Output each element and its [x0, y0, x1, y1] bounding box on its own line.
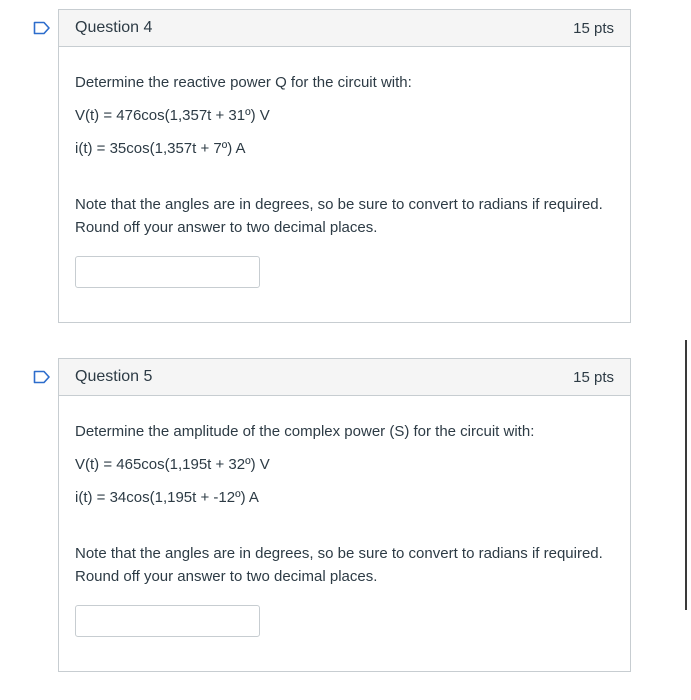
- note-line-2: Round off your answer to two decimal places.: [75, 568, 378, 585]
- question-5-card: [58, 358, 631, 672]
- question-prompt: Determine the reactive power Q for the circuit with:: [75, 74, 412, 91]
- note-line-1: Note that the angles are in degrees, so be sure to convert to radians if required.: [75, 545, 603, 562]
- question-note: [75, 542, 614, 588]
- question-header: [59, 359, 630, 396]
- question-title: Question 4: [75, 19, 153, 36]
- note-line-2: Round off your answer to two decimal places.: [75, 219, 378, 236]
- note-line-1: Note that the angles are in degrees, so be sure to convert to radians if required.: [75, 196, 603, 213]
- question-prompt: Determine the amplitude of the complex power (S) for the circuit with:: [75, 423, 535, 440]
- question-note: [75, 193, 614, 239]
- question-body: [59, 47, 630, 312]
- scrollbar[interactable]: [685, 340, 687, 610]
- question-body: [59, 396, 630, 661]
- voltage-equation: V(t) = 476cos(1,357t + 31º) V: [75, 107, 270, 124]
- answer-input[interactable]: [75, 256, 260, 288]
- flag-question-icon[interactable]: [33, 21, 51, 35]
- answer-input[interactable]: [75, 605, 260, 637]
- flag-question-icon[interactable]: [33, 370, 51, 384]
- question-title: Question 5: [75, 368, 153, 385]
- current-equation: i(t) = 35cos(1,357t + 7º) A: [75, 140, 246, 157]
- question-4-card: [58, 9, 631, 323]
- question-points: 15 pts: [573, 19, 614, 37]
- current-equation: i(t) = 34cos(1,195t + -12º) A: [75, 489, 259, 506]
- voltage-equation: V(t) = 465cos(1,195t + 32º) V: [75, 456, 270, 473]
- question-header: [59, 10, 630, 47]
- question-points: 15 pts: [573, 368, 614, 386]
